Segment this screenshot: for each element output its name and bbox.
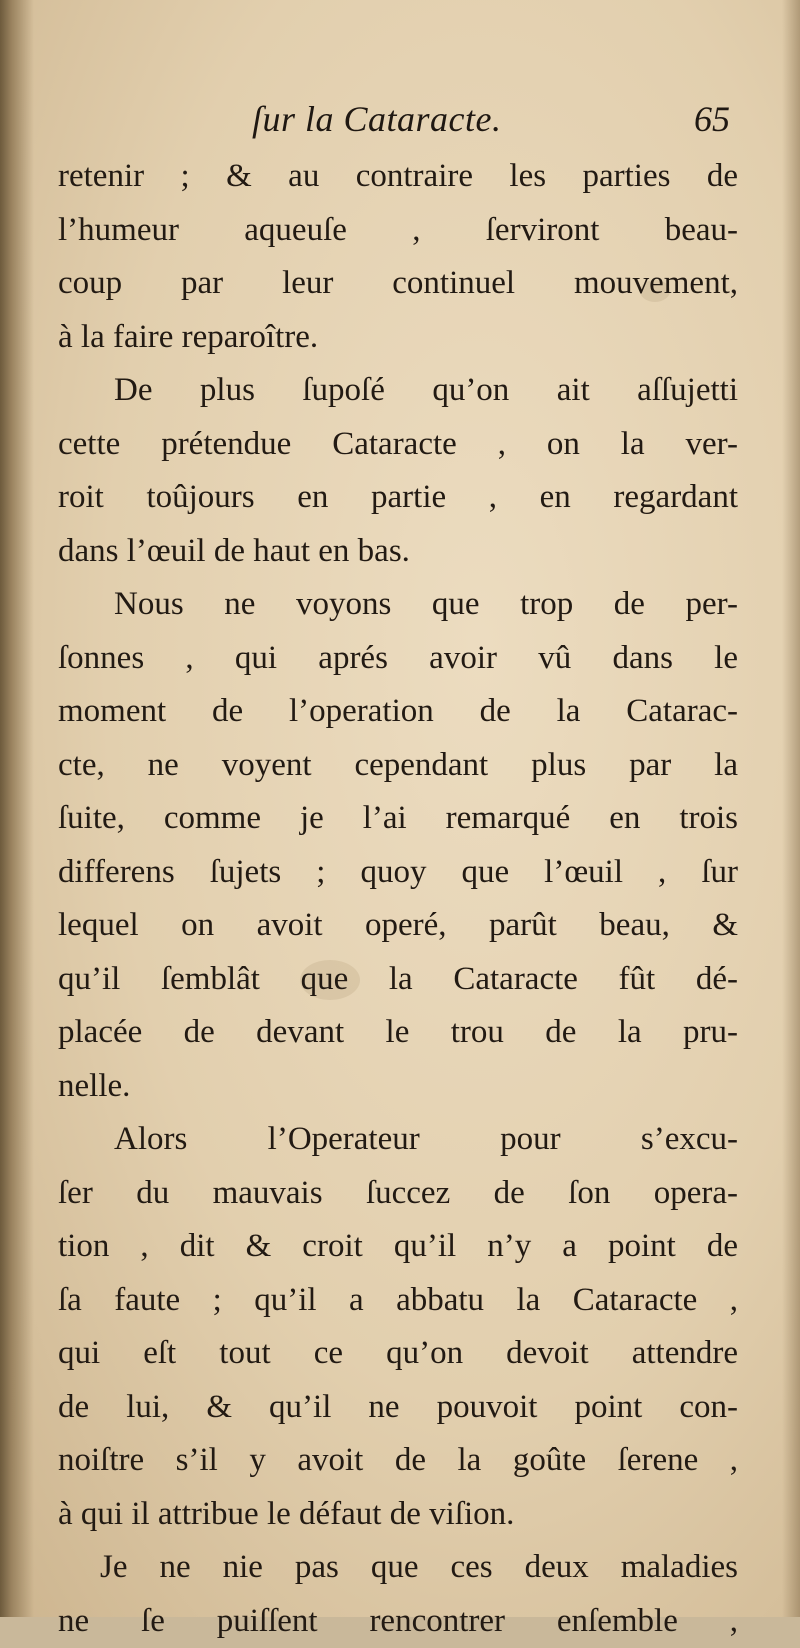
text-line: lequel on avoit operé, parût beau, & bbox=[58, 899, 738, 953]
text-line: ſuite, comme je l’ai remarqué en trois bbox=[58, 792, 738, 846]
text-line: roit toûjours en partie , en regardant bbox=[58, 471, 738, 525]
text-line: cette prétendue Cataracte , on la ver- bbox=[58, 418, 738, 472]
running-title: ſur la Cataracte. bbox=[252, 98, 502, 140]
page-number: 65 bbox=[694, 98, 730, 140]
text-line: noiſtre s’il y avoit de la goûte ſerene , bbox=[58, 1434, 738, 1488]
text-line: coup par leur continuel mouvement, bbox=[58, 257, 738, 311]
text-line: de lui, & qu’il ne pouvoit point con- bbox=[58, 1381, 738, 1435]
running-head bbox=[70, 98, 730, 148]
text-line: placée de devant le trou de la pru- bbox=[58, 1006, 738, 1060]
text-line: retenir ; & au contraire les parties de bbox=[58, 150, 738, 204]
gutter-shadow bbox=[0, 0, 34, 1617]
text-line: ſonnes , qui aprés avoir vû dans le bbox=[58, 632, 738, 686]
text-line: Je ne nie pas que ces deux maladies bbox=[58, 1541, 738, 1595]
text-line: qu’il ſemblât que la Cataracte fût dé- bbox=[58, 953, 738, 1007]
text-line: ſer du mauvais ſuccez de ſon opera- bbox=[58, 1167, 738, 1221]
text-line: à la faire reparoître. bbox=[58, 311, 738, 365]
text-line: cte, ne voyent cependant plus par la bbox=[58, 739, 738, 793]
text-line: De plus ſupoſé qu’on ait aſſujetti bbox=[58, 364, 738, 418]
text-line: qui eſt tout ce qu’on devoit attendre bbox=[58, 1327, 738, 1381]
text-line: differens ſujets ; quoy que l’œuil , ſur bbox=[58, 846, 738, 900]
text-line: ſa faute ; qu’il a abbatu la Cataracte , bbox=[58, 1274, 738, 1328]
text-line: tion , dit & croit qu’il n’y a point de bbox=[58, 1220, 738, 1274]
text-line: nelle. bbox=[58, 1060, 738, 1114]
text-line: ne ſe puiſſent rencontrer enſemble , bbox=[58, 1595, 738, 1648]
text-line: Alors l’Operateur pour s’excu- bbox=[58, 1113, 738, 1167]
page-edge-shadow bbox=[782, 0, 800, 1617]
text-line: Nous ne voyons que trop de per- bbox=[58, 578, 738, 632]
text-line: à qui il attribue le défaut de viſion. bbox=[58, 1488, 738, 1542]
body-text bbox=[58, 150, 738, 1648]
text-line: moment de l’operation de la Catarac- bbox=[58, 685, 738, 739]
text-line: dans l’œuil de haut en bas. bbox=[58, 525, 738, 579]
text-line: l’humeur aqueuſe , ſerviront beau- bbox=[58, 204, 738, 258]
